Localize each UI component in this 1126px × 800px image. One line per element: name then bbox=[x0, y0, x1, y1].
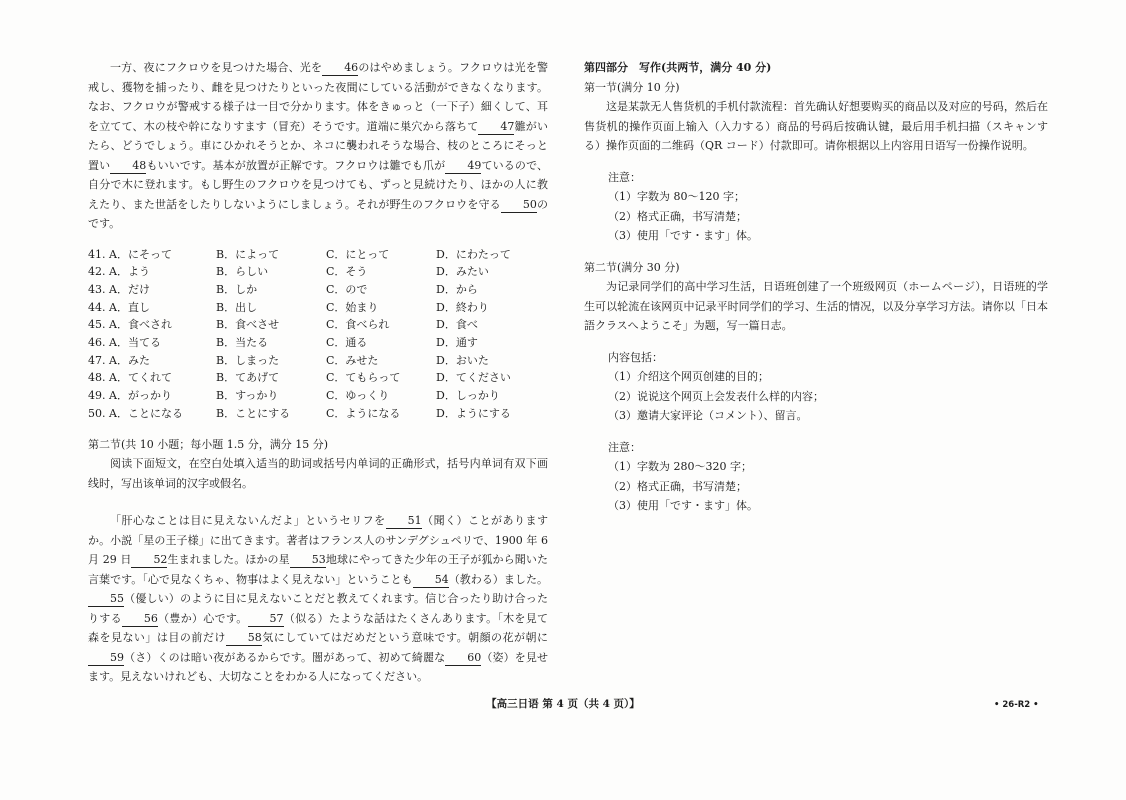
option-d: D．食べ bbox=[436, 318, 478, 332]
option-d: D．終わり bbox=[436, 300, 489, 314]
option-a: 50. A．ことになる bbox=[88, 406, 183, 420]
blank-57: 57 bbox=[248, 612, 284, 627]
sec1-note-item: （3）使用「です・ます」体。 bbox=[608, 229, 758, 242]
sec2-note-item: （2）格式正确，书写清楚； bbox=[608, 479, 747, 493]
passage-text: ているので、自分で木に登れます。もし野生のフクロウを見つけても、ずっと見続けたり、ほかの人に教えたり、また世話をしたりしないようにしましょう。それが野生のフクロウを守る bbox=[88, 158, 548, 211]
blank-51: 51 bbox=[386, 514, 422, 529]
content-item: （3）邀请大家评论（コメント）、留言。 bbox=[608, 409, 808, 422]
option-b: B．しか bbox=[216, 282, 258, 296]
option-a: 45. A．食べされ bbox=[88, 318, 172, 332]
option-a: 41. A．にそって bbox=[88, 247, 172, 261]
blank-58: 58 bbox=[226, 631, 262, 646]
blank-52: 52 bbox=[131, 553, 167, 568]
section2-instruction: 阅读下面短文，在空白处填入适当的助词或括号内单词的正确形式，括号内单词有双下画线时，写出该单词的汉字或假名。 bbox=[88, 457, 548, 490]
sec1-note-item: （2）格式正确，书写清楚； bbox=[608, 209, 747, 223]
option-row bbox=[88, 387, 548, 405]
right-column bbox=[584, 58, 1048, 516]
option-a: 46. A．当てる bbox=[88, 336, 161, 350]
page-footer: 【高三日语 第 4 页（共 4 页）】 bbox=[486, 698, 640, 710]
sec2-note-label: 注意： bbox=[608, 440, 641, 454]
writing-sec2-prompt: 为记录同学们的高中学习生活，日语班创建了一个班级网页（ホームページ），日语班的学生可以轮流在该网页中记录平时同学们的学习、生活的情况，以及分享学习方法。请你以「日本語クラスへようこそ」为题，写一篇日志。 bbox=[584, 280, 1048, 332]
passage-text: のです。 bbox=[88, 197, 549, 230]
option-d: D．おいた bbox=[436, 353, 489, 367]
writing-sec2-heading: 第二节(满分 30 分) bbox=[584, 260, 680, 274]
option-a: 43. A．だけ bbox=[88, 282, 150, 296]
option-c: C．ので bbox=[326, 282, 368, 296]
option-d: D．通す bbox=[436, 336, 478, 350]
option-a: 47. A．みた bbox=[88, 353, 150, 367]
blank-60: 60 bbox=[445, 651, 481, 666]
option-row bbox=[88, 369, 548, 387]
options-list bbox=[88, 246, 548, 423]
option-b: B．によって bbox=[216, 247, 280, 261]
content-label: 内容包括： bbox=[608, 350, 663, 364]
option-row bbox=[88, 334, 548, 352]
passage-text: のはやめましょう。フクロウは光を警戒し、獲物を捕ったり、雌を見つけたりといった夜間にしている活動ができなくなります。なお、フクロウが警戒する様子は一目で分かります。体をきゅっと（一下子）細くして、耳を立てて、木の枝や幹になりすます（冒充）そうです。道端に巣穴から落ちて bbox=[88, 61, 548, 133]
sec1-note-item: （1）字数为 80～120 字； bbox=[608, 190, 745, 203]
sec2-note-item: （1）字数为 280～320 字； bbox=[608, 460, 752, 473]
option-c: C．通る bbox=[326, 336, 368, 350]
option-c: C．始まり bbox=[326, 300, 379, 314]
option-c: C．にとって bbox=[326, 247, 390, 261]
option-c: C．そう bbox=[326, 265, 368, 279]
blank-48: 48 bbox=[110, 159, 146, 174]
reading-passage-owl bbox=[88, 58, 548, 234]
option-b: B．すっかり bbox=[216, 389, 279, 403]
option-c: C．てもらって bbox=[326, 371, 401, 385]
option-b: B．食べさせ bbox=[216, 318, 280, 332]
option-c: C．みせた bbox=[326, 353, 379, 367]
blank-54: 54 bbox=[413, 573, 449, 588]
writing-sec1-prompt: 这是某款无人售货机的手机付款流程：首先确认好想要购买的商品以及对应的号码，然后在售货机的操作页面上输入（入力する）商品的号码后按确认键，最后用手机扫描（スキャンする）操作页面的二维码（QR コード）付款即可。请你根据以上内容用日语写一份操作说明。 bbox=[584, 100, 1048, 152]
option-c: C．食べられ bbox=[326, 318, 390, 332]
writing-sec1-heading: 第一节(满分 10 分) bbox=[584, 80, 680, 94]
option-row bbox=[88, 352, 548, 370]
option-row bbox=[88, 281, 548, 299]
option-c: C．ようになる bbox=[326, 406, 401, 420]
blank-55: 55 bbox=[88, 592, 124, 607]
sec1-note-label: 注意： bbox=[608, 170, 641, 184]
option-d: D．しっかり bbox=[436, 389, 500, 403]
option-d: D．てください bbox=[436, 371, 511, 385]
blank-53: 53 bbox=[290, 553, 326, 568]
option-d: D．にわたって bbox=[436, 247, 511, 261]
blank-56: 56 bbox=[122, 612, 158, 627]
option-a: 44. A．直し bbox=[88, 300, 150, 314]
blank-50: 50 bbox=[501, 198, 537, 213]
option-b: B．当たる bbox=[216, 336, 269, 350]
blank-46: 46 bbox=[322, 61, 358, 76]
content-item: （1）介绍这个网页创建的目的； bbox=[608, 370, 769, 383]
option-d: D．ようにする bbox=[436, 406, 511, 420]
option-b: B．ことにする bbox=[216, 406, 291, 420]
passage-text: 雛がいたら、どうでしょう。車にひかれそうとか、ネコに襲われそうな場合、枝のところにそっと置い bbox=[88, 119, 548, 172]
option-row bbox=[88, 263, 548, 281]
option-b: B．てあげて bbox=[216, 371, 280, 385]
exam-code: • 26-R2 • bbox=[994, 700, 1039, 710]
passage-text: もいいです。基本が放置が正解です。フクロウは雛でも爪が bbox=[146, 158, 446, 172]
sec2-note-item: （3）使用「です・ます」体。 bbox=[608, 499, 758, 512]
reading-passage-prince: 「肝心なことは目に見えないんだよ」というセリフを 51（聞く）ことがありますか。小説「星の王子様」に出てきます。著者はフランス人のサンデグシュペリで、1900 年 6 月 29 日 52生まれました。ほかの星 53地球にやってきた少年の王子が狐から聞いた言葉です。「心で見なくちゃ、物事はよく見えない」ということも 54（教わる）ました。55（優しい）のように目に見えないことだと教えてくれます。信じ合ったり助け合ったりする 56（豊か）心です。 57（似る）たような話はたくさんあります。「木を見て森を見ない」は目の前だけ 58気にしていてはだめだという意味です。朝顔の花が朝に59（さ）くのは暗い夜があるからです。闇があって、初めて綺麗な 60（姿）を見せます。見えないけれども、大切なことをわかる人になってください。 bbox=[88, 514, 549, 684]
option-row bbox=[88, 316, 548, 334]
option-a: 42. A．よう bbox=[88, 265, 150, 279]
option-b: B．らしい bbox=[216, 265, 269, 279]
option-row bbox=[88, 246, 548, 264]
section2-heading: 第二节(共 10 小题；每小题 1.5 分，满分 15 分) bbox=[88, 437, 329, 451]
blank-47: 47 bbox=[478, 120, 514, 135]
blank-49: 49 bbox=[445, 159, 481, 174]
option-d: D．みたい bbox=[436, 265, 489, 279]
blank-59: 59 bbox=[88, 651, 124, 666]
option-c: C．ゆっくり bbox=[326, 389, 390, 403]
option-a: 49. A．がっかり bbox=[88, 389, 172, 403]
left-column bbox=[88, 58, 548, 687]
option-row bbox=[88, 299, 548, 317]
part4-heading: 第四部分 写作(共两节，满分 40 分) bbox=[584, 61, 772, 74]
option-b: B．出し bbox=[216, 300, 258, 314]
content-item: （2）说说这个网页上会发表什么样的内容； bbox=[608, 389, 824, 403]
passage-text: 一方、夜にフクロウを見つけた場合、光を bbox=[110, 61, 323, 74]
option-a: 48. A．てくれて bbox=[88, 371, 172, 385]
option-row bbox=[88, 405, 548, 423]
option-b: B．しまった bbox=[216, 353, 280, 367]
option-d: D．から bbox=[436, 282, 478, 296]
